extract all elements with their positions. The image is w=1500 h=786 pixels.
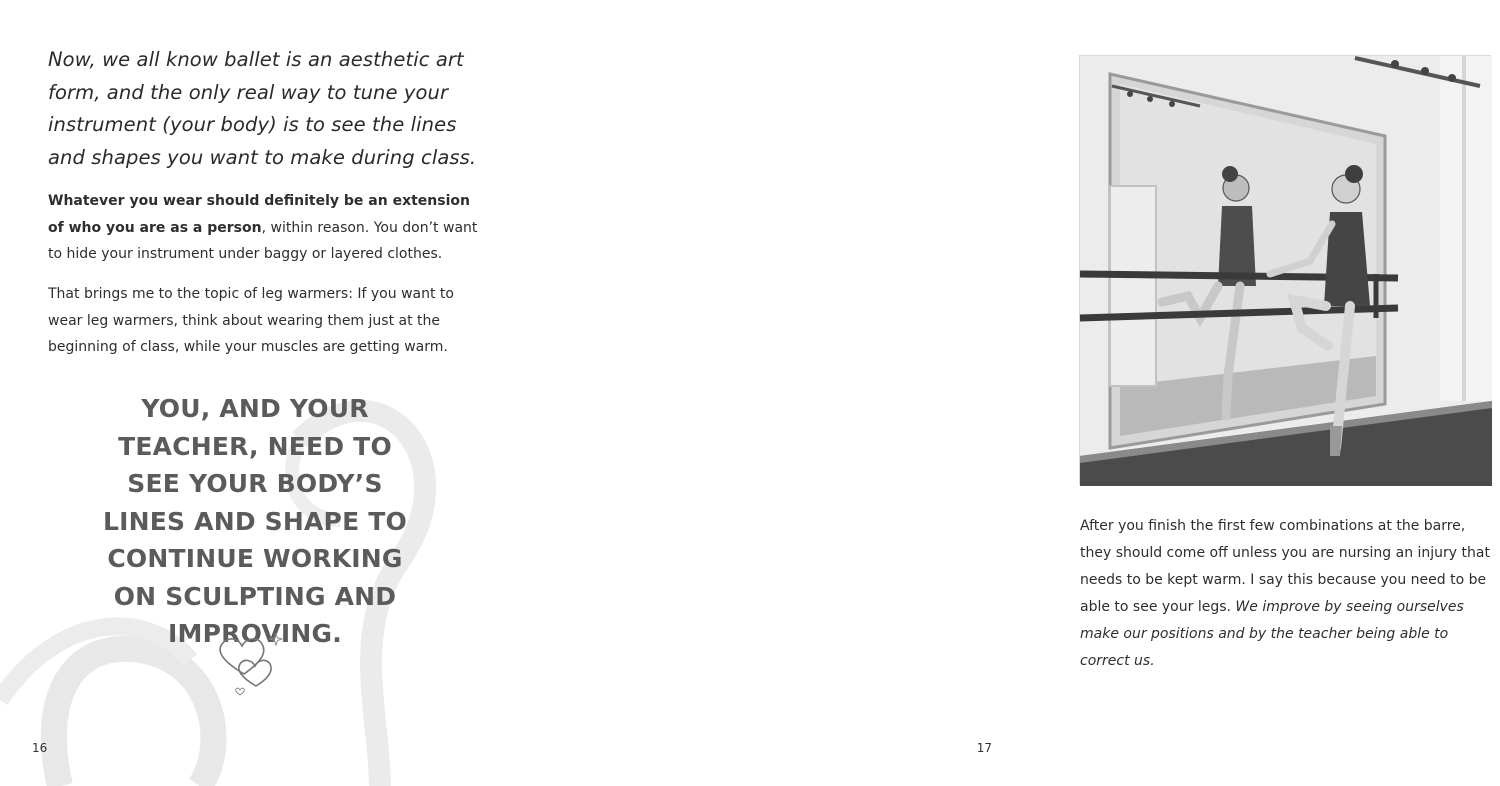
- left-page: [0, 0, 512, 786]
- ballet-barre-illustration: [1079, 55, 1491, 485]
- paragraph-clothing-rest: , within reason. You don’t want to hide your instrument under baggy or layered clothes.: [48, 219, 478, 262]
- paragraph-leg-warmers: That brings me to the topic of leg warmers: If you want to wear leg warmers, think about wearing them just at the beginning of class, while your muscles are getting warm.: [48, 286, 454, 355]
- page-number-right: 17: [976, 741, 992, 755]
- hearts-icon: [214, 632, 286, 702]
- pull-quote: YOU, AND YOUR TEACHER, NEED TO SEE YOUR BODY’S LINES AND SHAPE TO CONTINUE WORKING ON SCULPTING AND IMPROVING.: [103, 394, 407, 648]
- page-number-left: 16: [32, 741, 48, 755]
- paragraph-barre-italic: We improve by seeing ourselves make our positions and by the teacher being able to correct us.: [1080, 599, 1464, 669]
- paragraph-clothing: [48, 188, 488, 268]
- paragraph-barre: [1080, 513, 1500, 675]
- paragraph-clothing-bold: Whatever you wear should definitely be an extension of who you are as a person: [48, 193, 470, 236]
- paragraph-barre-regular: After you finish the first few combinations at the barre, they should come off unless you are nursing an injury that needs to be kept warm. I say this because you need to be able to see your legs.: [1080, 518, 1490, 615]
- right-page: [512, 0, 1490, 786]
- intro-quote: Now, we all know ballet is an aesthetic art form, and the only real way to tune your instrument (your body) is to see the lines and shapes you want to make during class.: [48, 48, 477, 169]
